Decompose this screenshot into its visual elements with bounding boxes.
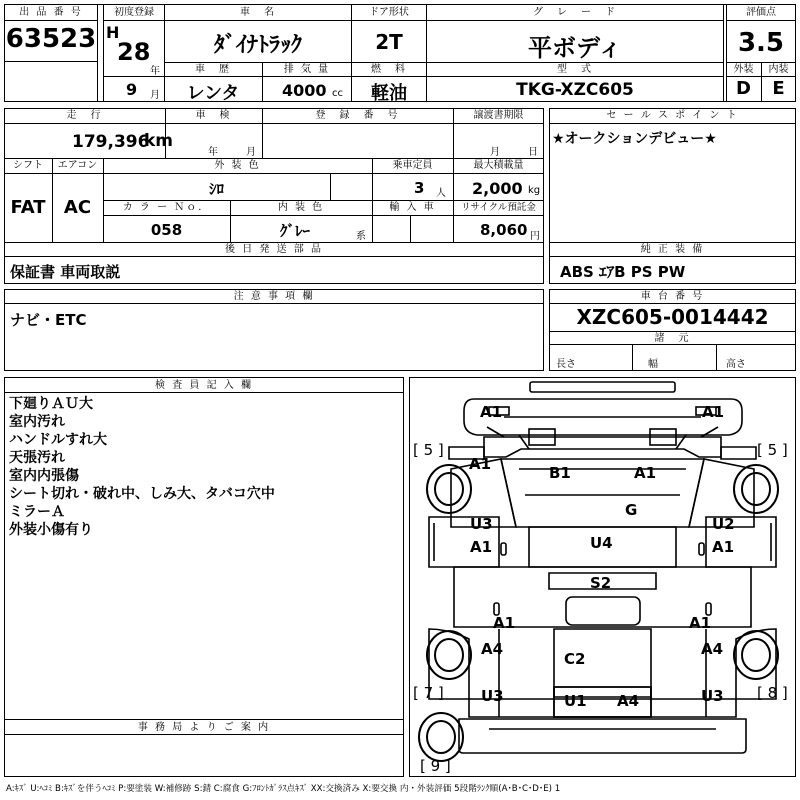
- interior-color: ｸﾞﾚｰ: [279, 222, 310, 240]
- tire-label: [ 5 ]: [413, 441, 444, 459]
- lot-number-label: 出 品 番 号: [19, 7, 83, 18]
- damage-code: A1: [470, 538, 493, 556]
- recycle-deposit: 8,060: [480, 221, 528, 239]
- damage-code: B1: [549, 464, 571, 482]
- tire-label: [ 5 ]: [757, 441, 788, 459]
- score: 3.5: [737, 28, 785, 58]
- transfer-month-unit: 月: [490, 147, 500, 158]
- chassis-number-label: 車 台 番 号: [640, 291, 705, 302]
- damage-code: A1: [493, 614, 516, 632]
- registration-month: 9: [126, 80, 138, 99]
- tire-label: [ 9 ]: [420, 757, 451, 775]
- damage-code: A1: [689, 614, 712, 632]
- door-label: ドア形状: [369, 7, 409, 18]
- cc-unit: cc: [332, 88, 343, 99]
- damage-code: A1: [702, 403, 725, 421]
- inspector-note: 下廻りＡＵ大: [9, 396, 93, 412]
- exterior-grade-label: 外装: [733, 64, 754, 75]
- score-label: 評価点: [746, 7, 776, 18]
- interior-grade: E: [772, 78, 785, 99]
- fuel-label: 燃 料: [371, 64, 407, 75]
- damage-legend: A:ｷｽﾞ U:ﾍｺﾐ B:ｷｽﾞを伴うﾍｺﾐ P:要塗装 W:補修跡 S:錆 C:腐食 G:ﾌﾛﾝﾄｶﾞﾗｽ点ｷｽﾞ XX:交換済み X:要交換 内・外装評価 5段階ﾗﾝｸ順(A･B･C･D･E) 1: [6, 784, 561, 794]
- import-label: 輸 入 車: [389, 202, 436, 213]
- model: TKG-XZC605: [516, 80, 634, 100]
- sales-point: ★オークションデビュー★: [552, 131, 717, 147]
- color-number-label: カ ラ ー Ｎｏ．: [122, 202, 211, 213]
- damage-code: U2: [712, 515, 735, 533]
- car-name: ﾀﾞｲﾅﾄﾗｯｸ: [213, 33, 302, 58]
- fuel: 軽油: [371, 83, 407, 104]
- sales-point-label: セ ー ル ス ポ イ ン ト: [606, 110, 739, 121]
- grade: 平ボディ: [527, 34, 623, 62]
- seating: 3: [414, 179, 425, 197]
- tire-label: [ 7 ]: [413, 684, 444, 702]
- inspector-note: 外装小傷有り: [9, 522, 93, 538]
- chassis-number: XZC605-0014442: [576, 305, 769, 329]
- exterior-grade: D: [736, 78, 751, 99]
- inspection-year-unit: 年: [208, 147, 218, 158]
- year-unit: 年: [150, 66, 160, 77]
- era: H: [106, 23, 120, 42]
- damage-code: A4: [617, 692, 640, 710]
- displacement: 4000: [282, 81, 327, 100]
- inspector-note: ミラーＡ: [9, 504, 65, 520]
- tire-label: [ 8 ]: [757, 684, 788, 702]
- transfer-deadline-label: 譲渡書期限: [473, 110, 524, 121]
- grade-label: グ レ ー ド: [533, 7, 617, 18]
- interior-color-unit: 系: [356, 231, 366, 242]
- height-label: 高さ: [726, 359, 746, 370]
- door-type: 2T: [375, 30, 403, 54]
- caution-label: 注 意 事 項 欄: [233, 291, 315, 302]
- inspector-note: 室内内張傷: [9, 468, 79, 484]
- car-name-label: 車 名: [240, 7, 276, 18]
- air-conditioner-label: エアコン: [57, 160, 98, 171]
- max-load: 2,000: [472, 179, 523, 198]
- shift-label: シフト: [13, 160, 43, 171]
- later-parts-label: 後 日 発 送 部 品: [225, 244, 323, 255]
- seating-label: 乗車定員: [392, 160, 433, 171]
- damage-code: G: [625, 501, 638, 519]
- month-unit: 月: [150, 90, 160, 101]
- max-load-unit: kg: [528, 185, 541, 196]
- air-conditioner: AC: [63, 197, 92, 218]
- seating-unit: 人: [436, 188, 446, 199]
- history: レンタ: [186, 83, 240, 104]
- inspector-note: ハンドルすれ大: [9, 432, 107, 448]
- color-number: 058: [150, 221, 183, 239]
- exterior-color-label: 外 装 色: [214, 160, 261, 171]
- spec-label: 諸 元: [654, 333, 691, 344]
- max-load-label: 最大積載量: [473, 160, 524, 171]
- damage-code: A1: [480, 403, 503, 421]
- history-label: 車 歴: [195, 64, 231, 75]
- interior-grade-label: 内装: [768, 64, 789, 75]
- damage-code: U3: [701, 687, 724, 705]
- damage-code: C2: [564, 650, 586, 668]
- later-parts: 保証書 車両取説: [10, 263, 121, 281]
- mileage: 179,396: [72, 132, 150, 152]
- model-label: 型 式: [557, 64, 593, 75]
- first-registration-label: 初度登録: [114, 7, 154, 18]
- damage-code: A4: [701, 640, 724, 658]
- damage-code: A1: [712, 538, 735, 556]
- mileage-label: 走 行: [66, 110, 103, 121]
- recycle-unit: 円: [530, 231, 540, 242]
- equipment-label: 純 正 装 備: [640, 244, 705, 255]
- inspector-note: 室内汚れ: [9, 414, 65, 430]
- length-label: 長さ: [556, 359, 576, 370]
- inspection-label: 車 検: [195, 110, 232, 121]
- inspector-label: 検 査 員 記 入 欄: [155, 380, 253, 391]
- registration-number-label: 登 録 番 号: [315, 110, 400, 121]
- office-notice-label: 事 務 局 よ り ご 案 内: [137, 722, 271, 733]
- damage-code: S2: [590, 574, 612, 592]
- equipment: ABS ｴｱB PS PW: [560, 263, 686, 281]
- damage-code: U3: [481, 687, 504, 705]
- recycle-label: リサイクル預託金: [461, 202, 536, 213]
- damage-code: A1: [634, 464, 657, 482]
- lot-number: 63523: [5, 24, 97, 54]
- shift: FAT: [10, 197, 46, 218]
- damage-code: A1: [469, 455, 492, 473]
- damage-code: A4: [481, 640, 504, 658]
- damage-code: U4: [590, 534, 613, 552]
- damage-code: U1: [564, 692, 587, 710]
- interior-color-label: 内 装 色: [277, 202, 325, 213]
- damage-code: U3: [470, 515, 493, 533]
- caution-text: ナビ・ETC: [10, 311, 87, 329]
- inspector-note: 天張汚れ: [9, 450, 65, 466]
- inspection-month-unit: 月: [246, 147, 256, 158]
- transfer-day-unit: 日: [528, 147, 538, 158]
- exterior-color: ｼﾛ: [208, 180, 224, 198]
- width-label: 幅: [648, 359, 658, 370]
- displacement-label: 排 気 量: [283, 64, 331, 75]
- registration-year: 28: [117, 38, 151, 66]
- inspector-note: シート切れ・破れ中、しみ大、タバコ穴中: [9, 486, 275, 502]
- mileage-unit: km: [144, 131, 174, 151]
